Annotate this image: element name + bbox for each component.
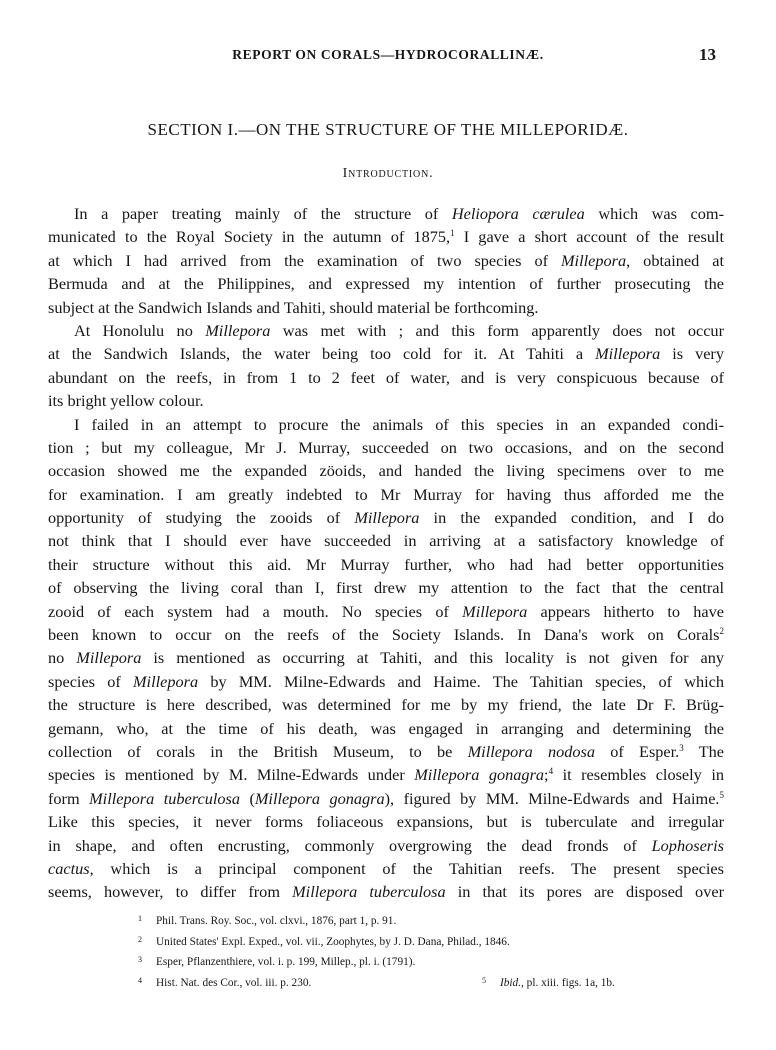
text-line [48,693,724,716]
text-line [48,810,724,833]
italic-text: Millepora tuberculosa [89,788,240,808]
text-segment: At Honolulu no [74,320,206,340]
subheading: Introduction. [342,166,434,181]
text-segment: municated to the Royal Society in the autumn of 1875, [48,227,451,247]
italic-text: Millepora [133,671,199,691]
italic-text: Millepora [205,320,271,340]
text-segment: its bright yellow colour. [48,391,204,411]
footnote-ibid: Ibid. [500,976,522,989]
text-line [48,857,724,880]
text-segment: is mentioned as occurring at Tahiti, and this locality is not given for any [141,648,724,668]
text-segment: Bermuda and at the Philippines, and expressed my intention of further prosecuting the [48,274,724,294]
footnote-4 [138,972,698,993]
text-line [48,787,724,810]
footnote-3 [138,951,698,972]
text-line [48,272,724,295]
footnote-mark: 3 [138,955,142,964]
text-line [48,740,724,763]
text-line [48,436,724,459]
text-segment: subject at the Sandwich Islands and Tahiti, should material be forthcoming. [48,297,539,317]
text-segment: ; [544,765,549,785]
text-segment: ), figured by MM. Milne-Edwards and Haime. [384,788,720,808]
text-line [48,529,724,552]
text-line [48,483,724,506]
text-segment: by MM. Milne-Edwards and Haime. The Tahitian species, of which [198,671,725,691]
text-segment: been known to occur on the reefs of the Society Islands. In Dana's work on Corals [48,625,720,645]
section-title: SECTION I.—ON THE STRUCTURE OF THE MILLEPORIDÆ. [147,120,629,139]
text-segment: collection of corals in the British Museum, to be [48,741,468,761]
italic-text: Millepora [76,648,142,668]
text-segment: in the expanded condition, and I do [419,508,724,528]
text-line [48,763,724,786]
page-number: 13 [699,45,716,64]
text-segment: of Esper. [595,741,680,761]
text-line [48,600,724,623]
text-line [48,459,724,482]
footnote-text: Hist. Nat. des Cor., vol. iii. p. 230. [156,976,312,989]
footnote-mark: 1 [138,914,142,923]
text-line [48,576,724,599]
text-segment: I gave a short account of the result [454,227,725,247]
text-segment: appears hitherto to have [527,601,725,621]
text-line [48,296,724,319]
footnote-ref: 3 [679,742,684,753]
text-line [48,717,724,740]
footnote-5 [482,972,615,993]
footnote-text: Esper, Pflanzenthiere, vol. i. p. 199, Millep., pl. i. (1791). [156,956,416,968]
text-segment: tion ; but my colleague, Mr J. Murray, succeeded on two occasions, and on the second [48,437,724,457]
italic-text: Millepora gonagra [254,788,385,808]
text-segment: zooid of each system had a mouth. No species of [48,601,463,621]
text-line [48,623,724,646]
text-segment: in shape, and often encrusting, commonly overgrowing the dead fronds of [48,835,652,855]
text-segment: gemann, who, at the time of his death, was engaged in arranging and determining the [48,718,724,738]
text-line [48,413,724,436]
text-line [48,389,724,412]
text-line [48,506,724,529]
italic-text: cactus [48,858,90,878]
body-text [48,202,724,904]
text-segment: in that its pores are disposed over [445,882,724,902]
footnote-text: , pl. xiii. figs. 1a, 1b. [521,976,615,989]
text-segment: at the Sandwich Islands, the water being too cold for it. At Tahiti a [48,344,596,364]
text-line [48,342,724,365]
italic-text: Millepora [354,508,420,528]
text-line [48,249,724,272]
text-line [48,834,724,857]
footnote-ref: 5 [719,789,724,800]
running-head: REPORT ON CORALS—HYDROCORALLINÆ. [232,47,544,62]
text-segment: I failed in an attempt to procure the animals of this species in an expanded condi- [74,414,724,434]
italic-text: Millepora [595,344,661,364]
text-segment: it resembles closely in [553,765,724,785]
italic-text: Millepora gonagra [414,765,545,785]
text-segment: occasion showed me the expanded zöoids, and handed the living specimens over to me [48,461,724,481]
text-segment: ( [239,788,255,808]
footnote-mark: 4 [138,975,142,985]
italic-text: Millepora nodosa [467,741,595,761]
italic-text: Lophoseris [651,835,724,855]
text-segment: , which is a principal component of the Tahitian reefs. The present species [89,858,724,878]
text-line [48,225,724,248]
text-segment: In a paper treating mainly of the structure of [74,204,452,223]
footnote-text: United States' Expl. Exped., vol. vii., Zoophytes, by J. D. Dana, Philad., 1846. [156,935,510,948]
text-segment: Like this species, it never forms foliaceous expansions, but is tuberculate and irregular [48,812,724,832]
footnote-ref: 4 [548,766,554,777]
text-segment: which was com- [584,204,725,223]
text-segment: is very [660,344,724,364]
text-segment: for examination. I am greatly indebted to Mr Murray for having thus afforded me the [48,484,724,504]
text-line [48,646,724,669]
text-line [48,319,724,342]
text-segment: at which I had arrived from the examination of two species of [48,250,561,270]
italic-text: Millepora tuberculosa [292,882,446,902]
italic-text: Millepora [462,601,528,621]
text-line [48,202,724,225]
footnote-ref: 1 [450,228,455,239]
text-segment: the structure is here described, was determined for me by my friend, the late Dr F. Brüg- [48,695,724,715]
text-line [48,670,724,693]
text-segment: not think that I should ever have succeeded in arriving at a satisfactory knowledge of [48,531,724,551]
text-segment: abundant on the reefs, in from 1 to 2 feet of water, and is very conspicuous because of [48,367,724,387]
text-segment: was met with ; and this form apparently does not occur [270,320,724,340]
footnote-mark: 2 [138,934,142,944]
text-segment: seems, however, to differ from [48,882,293,902]
text-line [48,553,724,576]
footnote-2 [138,931,698,952]
footnote-text: Phil. Trans. Roy. Soc., vol. clxvi., 1876, part 1, p. 91. [156,915,397,927]
text-segment: species is mentioned by M. Milne-Edwards under [48,765,415,785]
text-line [48,366,724,389]
footnote-1 [138,910,698,931]
text-segment: species of [48,671,133,691]
text-segment: of observing the living coral than I, first drew my attention to the fact that the central [48,578,724,598]
text-segment: form [48,788,90,808]
text-segment: opportunity of studying the zooids of [48,508,355,528]
italic-text: Millepora [561,250,627,270]
footnote-mark: 5 [482,975,486,985]
text-segment: The [683,741,724,761]
italic-text: Heliopora cærulea [451,204,585,223]
text-segment: their structure without this aid. Mr Murray further, who had had better opportunities [48,554,724,574]
footnote-ref: 2 [719,626,724,637]
text-segment: , obtained at [626,250,724,270]
text-line [48,880,724,903]
text-segment: no [48,648,77,668]
footnotes [138,910,698,992]
